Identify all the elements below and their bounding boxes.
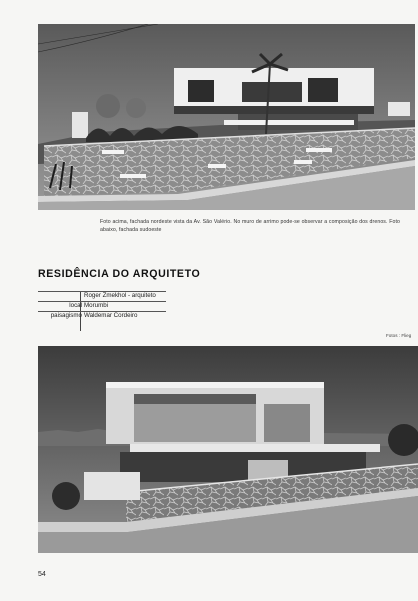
credit-row-architect [38, 291, 166, 301]
page-number: 54 [38, 571, 46, 578]
credit-value-landscaping: Waldemar Cordeiro [84, 312, 138, 319]
photo-credit: Fotos : Flieg [386, 333, 412, 338]
credit-row-location [38, 301, 166, 311]
credit-row-landscaping [38, 311, 166, 321]
credits-block [38, 291, 166, 321]
credit-value-location: Morumbi [84, 302, 109, 309]
photo-caption: Foto acima, fachada nordeste vista da Av. São Valério. No muro de arrimo pode-se observar a composição dos drenos. Foto abaixo, fachada sudoeste [100, 219, 400, 233]
photo-southwest-facade [38, 346, 418, 553]
credit-label-location: local [69, 302, 82, 309]
photo-northeast-facade [38, 24, 415, 210]
credit-label-landscaping: paisagismo [50, 312, 82, 319]
page-title: RESIDÊNCIA DO ARQUITETO [38, 268, 201, 280]
credit-value-architect: Roger Zmekhol - arquiteto [84, 292, 156, 299]
